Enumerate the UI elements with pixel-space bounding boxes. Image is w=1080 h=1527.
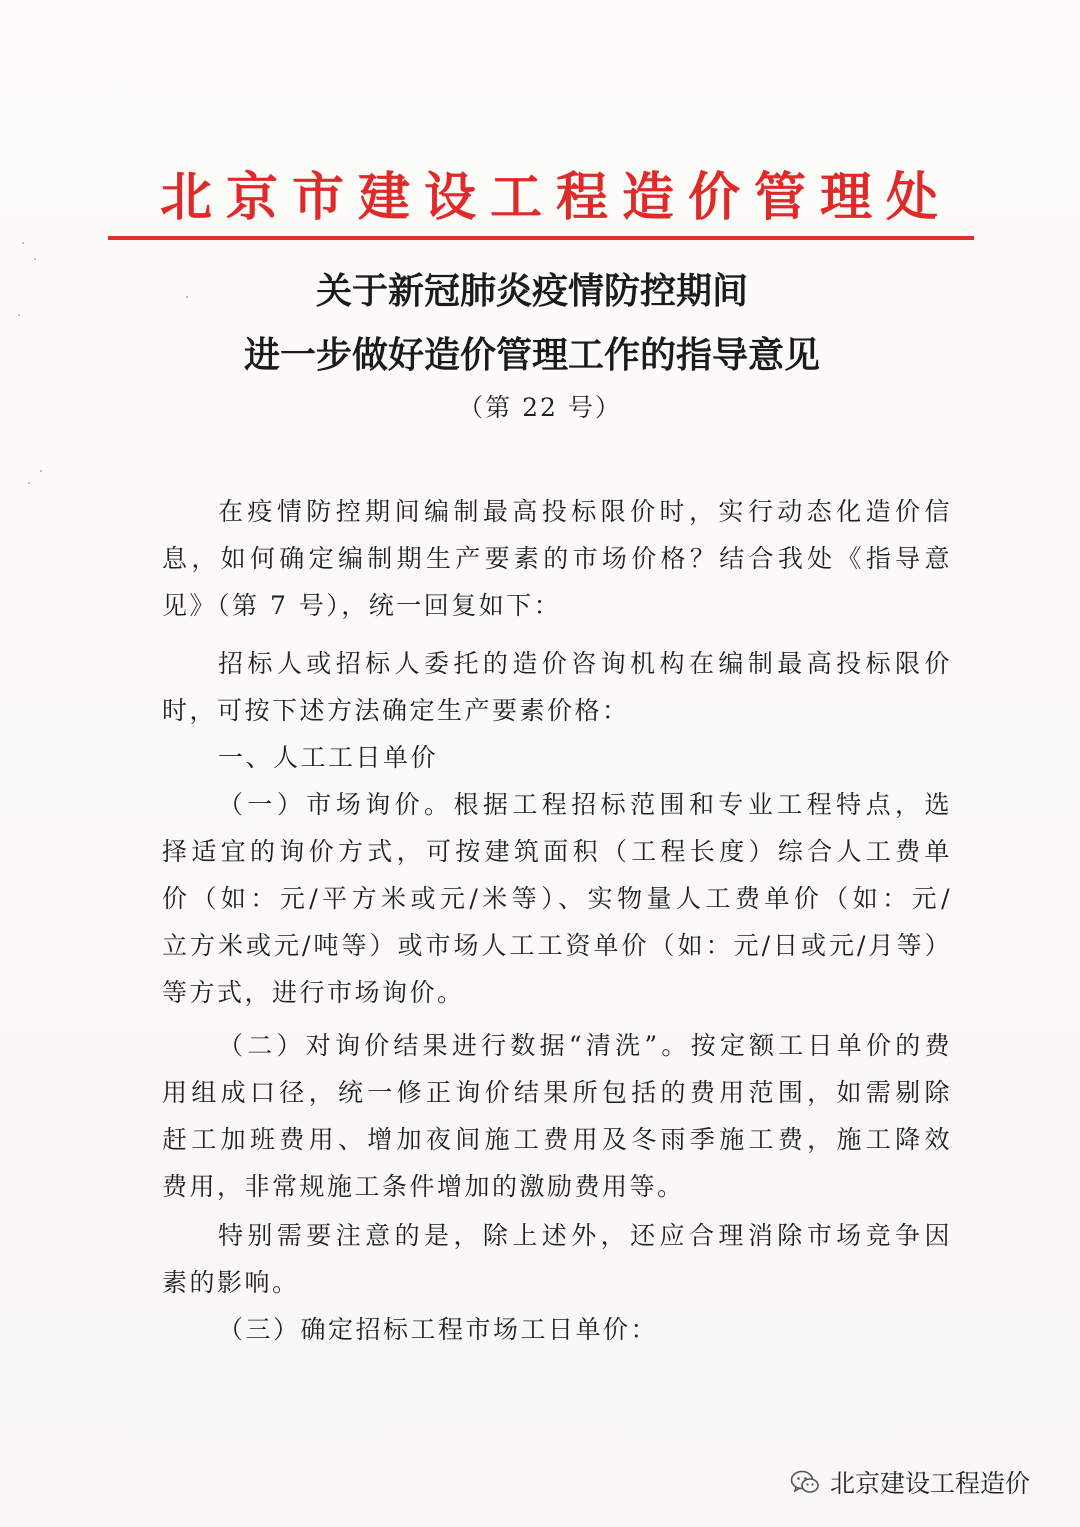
issuing-organization-title: 北京市建设工程造价管理处 (160, 168, 953, 228)
document-title-line-2: 进一步做好造价管理工作的指导意见 (243, 334, 820, 376)
document-title-line-1: 关于新冠肺炎疫情防控期间 (315, 270, 748, 312)
scan-speck (22, 242, 24, 244)
text-line: 素的影响。 (162, 1268, 300, 1297)
text-line: 招标人或招标人委托的造价咨询机构在编制最高投标限价 (218, 649, 952, 678)
text-line: 用组成口径，统一修正询价结果所包括的费用范围，如需剔除 (162, 1078, 952, 1107)
paragraph-market-inquiry (162, 781, 952, 1016)
paragraph-data-cleaning (162, 1022, 952, 1210)
header-red-rule (108, 236, 974, 240)
scan-speck (40, 470, 42, 472)
text-line: 等方式，进行市场询价。 (162, 978, 465, 1007)
watermark-label: 北京建设工程造价 (830, 1469, 1031, 1498)
text-line: （一）市场询价。根据工程招标范围和专业工程特点，选 (218, 790, 952, 819)
document-number: （第 22 号） (458, 393, 622, 422)
text-line: 在疫情防控期间编制最高投标限价时，实行动态化造价信 (218, 497, 952, 526)
text-line: （二）对询价结果进行数据“清洗”。按定额工日单价的费 (218, 1031, 952, 1060)
text-line: 特别需要注意的是，除上述外，还应合理消除市场竞争因 (218, 1221, 952, 1250)
text-line: 一、人工工日单价 (218, 743, 439, 772)
section-heading-labor (162, 734, 952, 781)
scan-speck (34, 258, 36, 260)
scan-speck (28, 482, 30, 484)
text-line: 费用，非常规施工条件增加的激励费用等。 (162, 1172, 685, 1201)
text-line: 息，如何确定编制期生产要素的市场价格？结合我处《指导意 (162, 544, 952, 573)
text-line: （三）确定招标工程市场工日单价： (218, 1315, 659, 1344)
paragraph-intro (162, 488, 952, 629)
text-line: 时，可按下述方法确定生产要素价格： (162, 696, 630, 725)
paragraph-method (162, 640, 952, 734)
text-line: 择适宜的询价方式，可按建筑面积（工程长度）综合人工费单 (162, 837, 952, 866)
text-line: 价（如：元/平方米或元/米等）、实物量人工费单价（如：元/ (162, 884, 952, 913)
wechat-icon (790, 1469, 820, 1495)
text-line: 赶工加班费用、增加夜间施工费用及冬雨季施工费，施工降效 (162, 1125, 952, 1154)
account-watermark (790, 1462, 1030, 1502)
paragraph-determine-price (162, 1306, 952, 1353)
text-line: 立方米或元/吨等）或市场人工工资单价（如：元/日或元/月等） (162, 931, 952, 960)
text-line: 见》（第 7 号），统一回复如下： (162, 591, 562, 620)
paragraph-special-note (162, 1212, 952, 1306)
